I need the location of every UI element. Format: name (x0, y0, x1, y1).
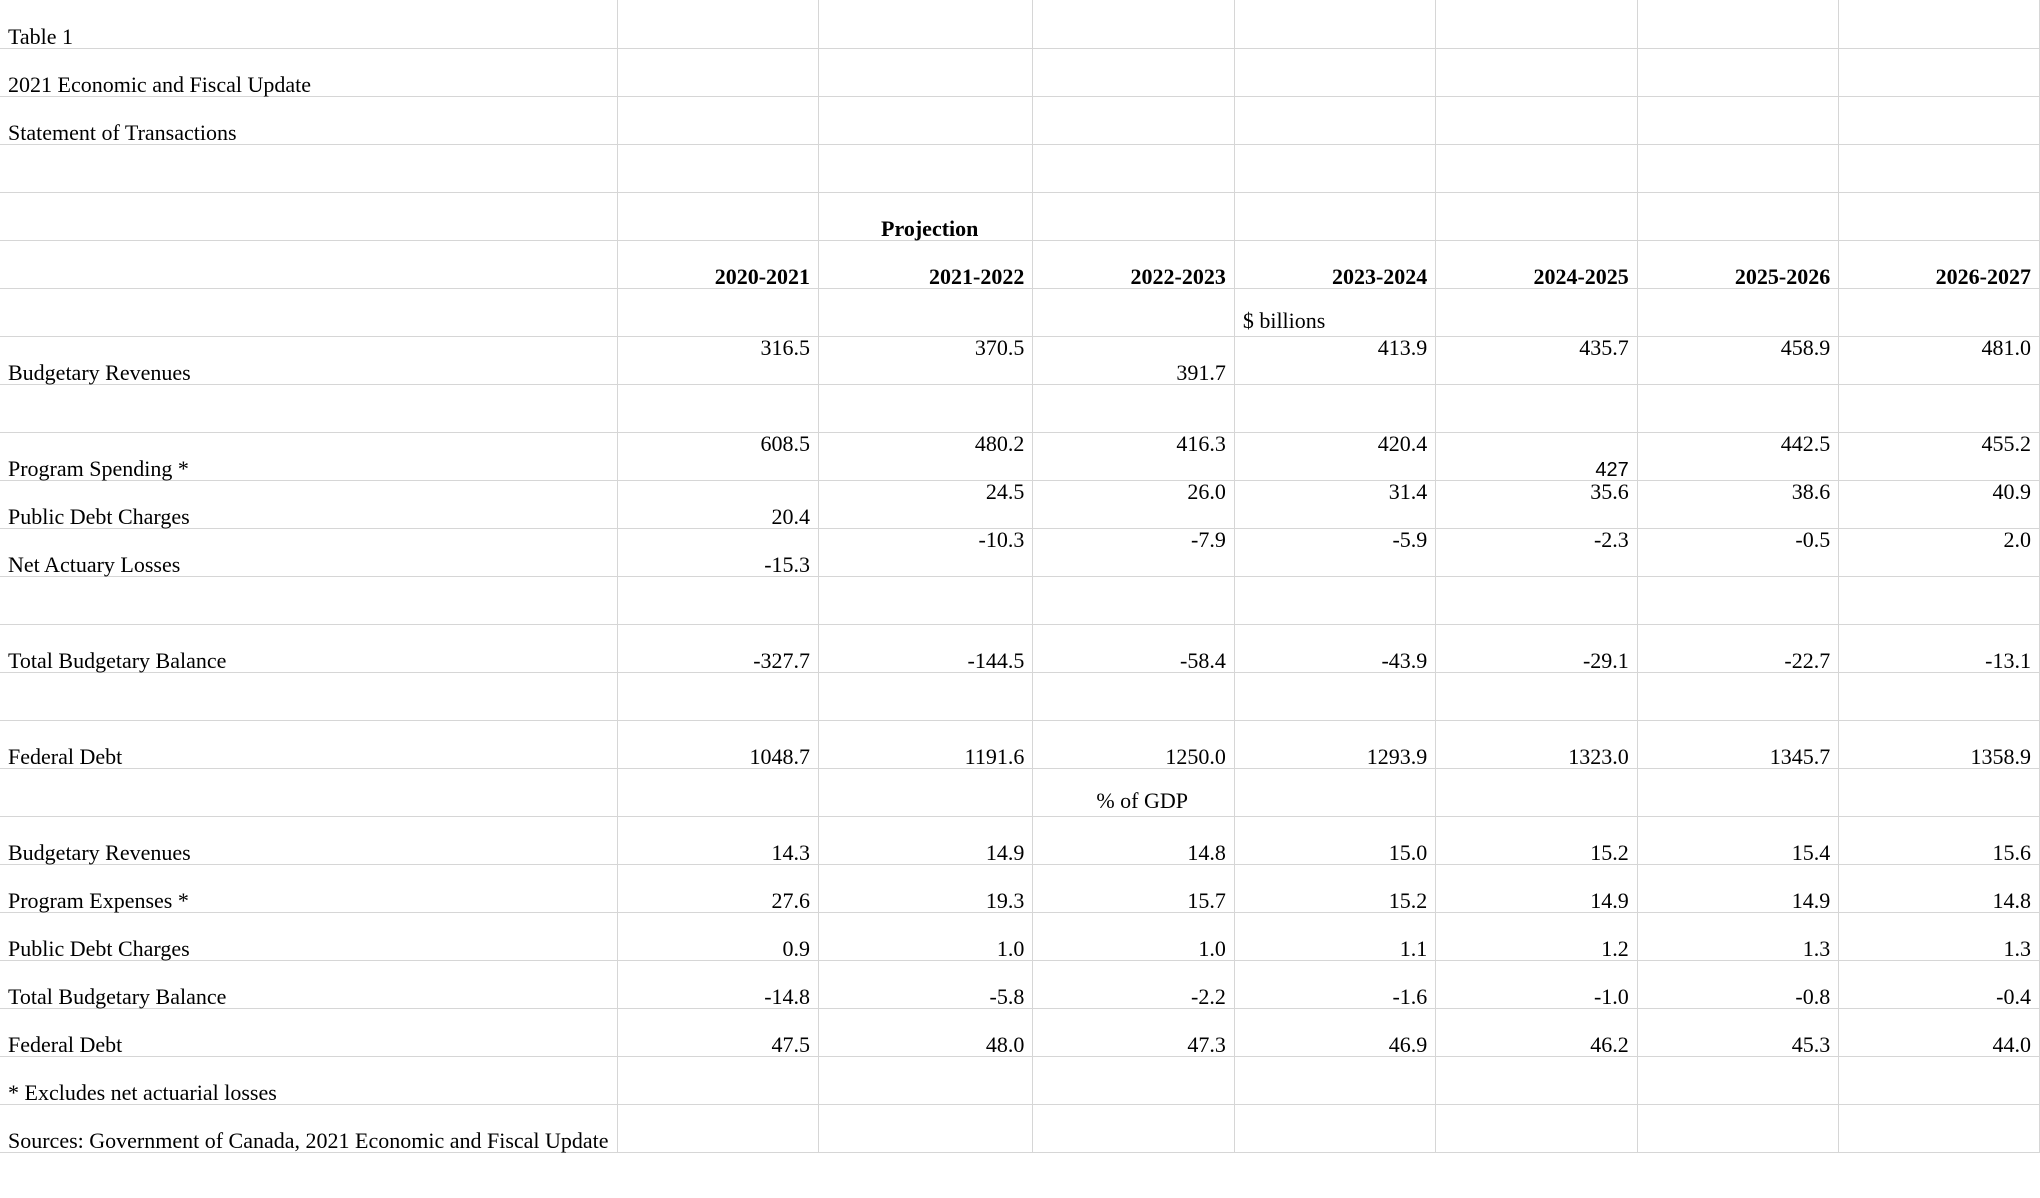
row-label: Public Debt Charges (0, 912, 617, 960)
table-row (0, 816, 2040, 864)
table-cell: 481.0 (1839, 336, 2040, 384)
row-label: Public Debt Charges (0, 480, 617, 528)
table-cell: -5.9 (1234, 528, 1435, 576)
unit-label-gdp: % of GDP (1033, 768, 1234, 816)
table-cell: 14.9 (1637, 864, 1838, 912)
title-row-1 (0, 0, 2040, 48)
table-cell: -1.6 (1234, 960, 1435, 1008)
table-cell: 15.2 (1436, 816, 1637, 864)
row-label: Budgetary Revenues (0, 816, 617, 864)
table-cell: 46.9 (1234, 1008, 1435, 1056)
table-cell: 15.6 (1839, 816, 2040, 864)
table-cell: -14.8 (617, 960, 818, 1008)
table-row (0, 624, 2040, 672)
table-cell: -15.3 (617, 528, 818, 576)
table-cell: 15.4 (1637, 816, 1838, 864)
table-row (0, 336, 2040, 384)
year-header: 2021-2022 (819, 240, 1033, 288)
table-cell: 1358.9 (1839, 720, 2040, 768)
table-cell: -29.1 (1436, 624, 1637, 672)
table-cell: 15.0 (1234, 816, 1435, 864)
year-header: 2020-2021 (617, 240, 818, 288)
table-cell: 35.6 (1436, 480, 1637, 528)
table-cell: 1250.0 (1033, 720, 1234, 768)
table-cell: -13.1 (1839, 624, 2040, 672)
table-cell: -144.5 (819, 624, 1033, 672)
table-cell: 1345.7 (1637, 720, 1838, 768)
table-cell: 44.0 (1839, 1008, 2040, 1056)
row-label: Total Budgetary Balance (0, 960, 617, 1008)
row-label: Net Actuary Losses (0, 528, 617, 576)
projection-label: Projection (819, 192, 1033, 240)
table-cell: 455.2 (1839, 432, 2040, 480)
table-cell: 48.0 (819, 1008, 1033, 1056)
table-cell: 480.2 (819, 432, 1033, 480)
table-cell: 31.4 (1234, 480, 1435, 528)
table-cell: 15.2 (1234, 864, 1435, 912)
row-label: Program Expenses * (0, 864, 617, 912)
table-cell: 442.5 (1637, 432, 1838, 480)
table-row (0, 720, 2040, 768)
table-cell: 1.3 (1839, 912, 2040, 960)
table-row (0, 480, 2040, 528)
table-number: Table 1 (0, 0, 617, 48)
row-label: Total Budgetary Balance (0, 624, 617, 672)
table-row (0, 432, 2040, 480)
year-header: 2023-2024 (1234, 240, 1435, 288)
table-cell: 1.0 (819, 912, 1033, 960)
blank-row (0, 576, 2040, 624)
table-row (0, 912, 2040, 960)
unit-label-billions: $ billions (1234, 288, 1435, 336)
table-cell: 416.3 (1033, 432, 1234, 480)
sources-row (0, 1104, 2040, 1152)
table-cell: -58.4 (1033, 624, 1234, 672)
table-cell: 391.7 (1033, 336, 1234, 384)
blank-row (0, 144, 2040, 192)
table-cell: 14.3 (617, 816, 818, 864)
table-row (0, 960, 2040, 1008)
table-cell: -7.9 (1033, 528, 1234, 576)
footnote-row (0, 1056, 2040, 1104)
table-row (0, 864, 2040, 912)
table-cell: 14.9 (819, 816, 1033, 864)
table-cell: 370.5 (819, 336, 1033, 384)
table-cell: -2.3 (1436, 528, 1637, 576)
table-cell: 47.5 (617, 1008, 818, 1056)
sources-note: Sources: Government of Canada, 2021 Economic and Fiscal Update (0, 1104, 617, 1152)
table-cell: 2.0 (1839, 528, 2040, 576)
table-row (0, 528, 2040, 576)
blank-row (0, 672, 2040, 720)
table-cell: -0.8 (1637, 960, 1838, 1008)
row-label: Federal Debt (0, 720, 617, 768)
table-cell: 19.3 (819, 864, 1033, 912)
year-header: 2022-2023 (1033, 240, 1234, 288)
projection-row (0, 192, 2040, 240)
table-row (0, 1008, 2040, 1056)
table-cell: 14.8 (1033, 816, 1234, 864)
row-label: Budgetary Revenues (0, 336, 617, 384)
year-header: 2026-2027 (1839, 240, 2040, 288)
table-cell: 1323.0 (1436, 720, 1637, 768)
table-cell: -22.7 (1637, 624, 1838, 672)
table-cell: 14.9 (1436, 864, 1637, 912)
year-header-row (0, 240, 2040, 288)
table-cell: 427 (1436, 432, 1637, 480)
footnote: * Excludes net actuarial losses (0, 1056, 617, 1104)
table-cell: 316.5 (617, 336, 818, 384)
table-cell: 15.7 (1033, 864, 1234, 912)
unit-row-gdp (0, 768, 2040, 816)
table-cell: 1191.6 (819, 720, 1033, 768)
year-header: 2025-2026 (1637, 240, 1838, 288)
row-label: Program Spending * (0, 432, 617, 480)
table-cell: 20.4 (617, 480, 818, 528)
table-cell: 14.8 (1839, 864, 2040, 912)
table-cell: -5.8 (819, 960, 1033, 1008)
unit-row-billions (0, 288, 2040, 336)
table-cell: -0.4 (1839, 960, 2040, 1008)
table-subtitle: Statement of Transactions (0, 96, 617, 144)
table-cell: 413.9 (1234, 336, 1435, 384)
table-cell: -10.3 (819, 528, 1033, 576)
table-cell: 1.2 (1436, 912, 1637, 960)
table-cell: 1.0 (1033, 912, 1234, 960)
table-cell: 435.7 (1436, 336, 1637, 384)
table-cell: -0.5 (1637, 528, 1838, 576)
table-cell: 27.6 (617, 864, 818, 912)
table-cell: 1293.9 (1234, 720, 1435, 768)
row-label: Federal Debt (0, 1008, 617, 1056)
table-cell: 24.5 (819, 480, 1033, 528)
table-cell: 420.4 (1234, 432, 1435, 480)
table-cell: -2.2 (1033, 960, 1234, 1008)
table-cell: -43.9 (1234, 624, 1435, 672)
table-cell: -1.0 (1436, 960, 1637, 1008)
table-cell: -327.7 (617, 624, 818, 672)
table-cell: 47.3 (1033, 1008, 1234, 1056)
table-cell: 1.1 (1234, 912, 1435, 960)
table-cell: 0.9 (617, 912, 818, 960)
title-row-3 (0, 96, 2040, 144)
table-cell: 38.6 (1637, 480, 1838, 528)
table-title: 2021 Economic and Fiscal Update (0, 48, 617, 96)
year-header: 2024-2025 (1436, 240, 1637, 288)
table-cell: 608.5 (617, 432, 818, 480)
table-cell: 26.0 (1033, 480, 1234, 528)
table-cell: 458.9 (1637, 336, 1838, 384)
table-cell: 45.3 (1637, 1008, 1838, 1056)
table-cell: 1.3 (1637, 912, 1838, 960)
blank-row (0, 384, 2040, 432)
table-cell: 40.9 (1839, 480, 2040, 528)
table-cell: 1048.7 (617, 720, 818, 768)
title-row-2 (0, 48, 2040, 96)
table-cell: 46.2 (1436, 1008, 1637, 1056)
